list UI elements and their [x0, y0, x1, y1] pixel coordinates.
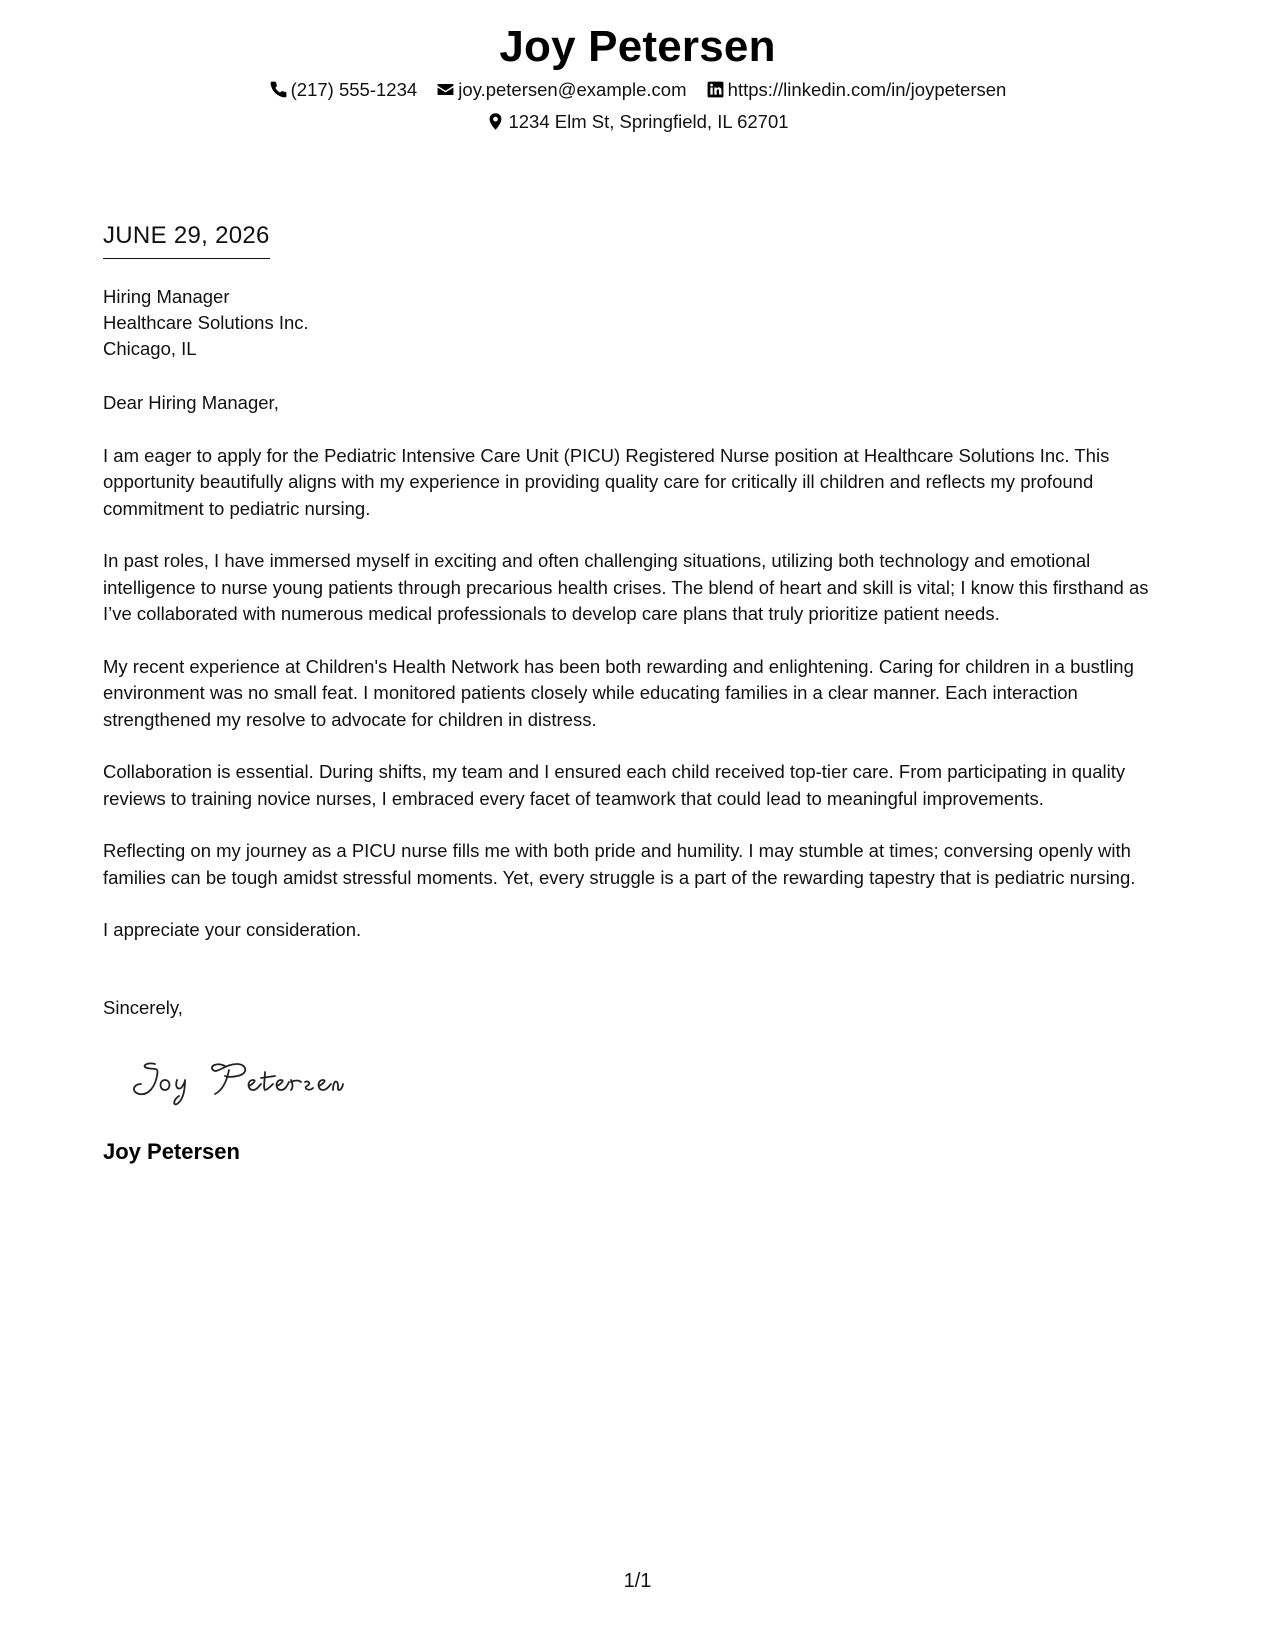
contact-linkedin[interactable]: [706, 79, 1007, 101]
contact-row-primary: [0, 78, 1275, 101]
handwritten-signature: [125, 1050, 345, 1110]
salutation: Dear Hiring Manager,: [103, 392, 279, 413]
contact-row-secondary: [0, 110, 1275, 133]
page-number: 1/1: [623, 1570, 652, 1592]
appreciation: I appreciate your consideration.: [103, 919, 362, 940]
body-paragraph: Reflecting on my journey as a PICU nurse fills me with both pride and humility. I may stumble at times; conversing openly with families can be tough amidst stressful moments. Yet, every struggle is a part of the rewarding tapestry that is pediatric nursing.: [103, 840, 1136, 888]
applicant-name: Joy Petersen: [499, 22, 776, 71]
contact-email[interactable]: [436, 79, 686, 101]
linkedin-icon: [706, 80, 725, 99]
envelope-icon: [436, 80, 455, 99]
email-text: joy.petersen@example.com: [458, 79, 687, 101]
body-paragraph: My recent experience at Children's Health Network has been both rewarding and enlightening. Caring for children in a bustling environment was no small feat. I monitored patients closely while educating families in a clear manner. Each interaction strengthened my resolve to advocate for children in distress.: [103, 655, 1134, 730]
letter-date: JUNE 29, 2026: [103, 222, 270, 259]
contact-phone: [269, 79, 418, 101]
body-paragraph: Collaboration is essential. During shifts, my team and I ensured each child received top-tier care. From participating in quality reviews to training novice nurses, I embraced every facet of teamwork that could lead to meaningful improvements.: [103, 761, 1126, 809]
recipient-title: Hiring Manager: [103, 286, 230, 307]
map-pin-icon: [486, 112, 505, 131]
linkedin-text: https://linkedin.com/in/joypetersen: [727, 79, 1007, 101]
body-paragraph: In past roles, I have immersed myself in exciting and often challenging situations, utilizing both technology and emotional intelligence to nurse young patients through precarious health crises. The blend of heart and skill is vital; I know this firsthand as I’ve collaborated with numerous medical professionals to develop care plans that truly prioritize patient needs.: [103, 550, 1149, 624]
signer-name: Joy Petersen: [103, 1139, 240, 1164]
address-text: 1234 Elm St, Springfield, IL 62701: [508, 111, 789, 133]
recipient-location: Chicago, IL: [103, 338, 197, 359]
recipient-block: [103, 284, 309, 362]
letter-body: [103, 390, 1178, 970]
contact-address: [486, 111, 788, 133]
recipient-company: Healthcare Solutions Inc.: [103, 312, 309, 333]
phone-text: (217) 555-1234: [290, 79, 418, 101]
closing: Sincerely,: [103, 997, 183, 1018]
phone-icon: [269, 80, 288, 99]
body-paragraph: I am eager to apply for the Pediatric Intensive Care Unit (PICU) Registered Nurse position at Healthcare Solutions Inc. This opportunity beautifully aligns with my experience in providing quality care for critically ill children and reflects my profound commitment to pediatric nursing.: [103, 444, 1110, 519]
